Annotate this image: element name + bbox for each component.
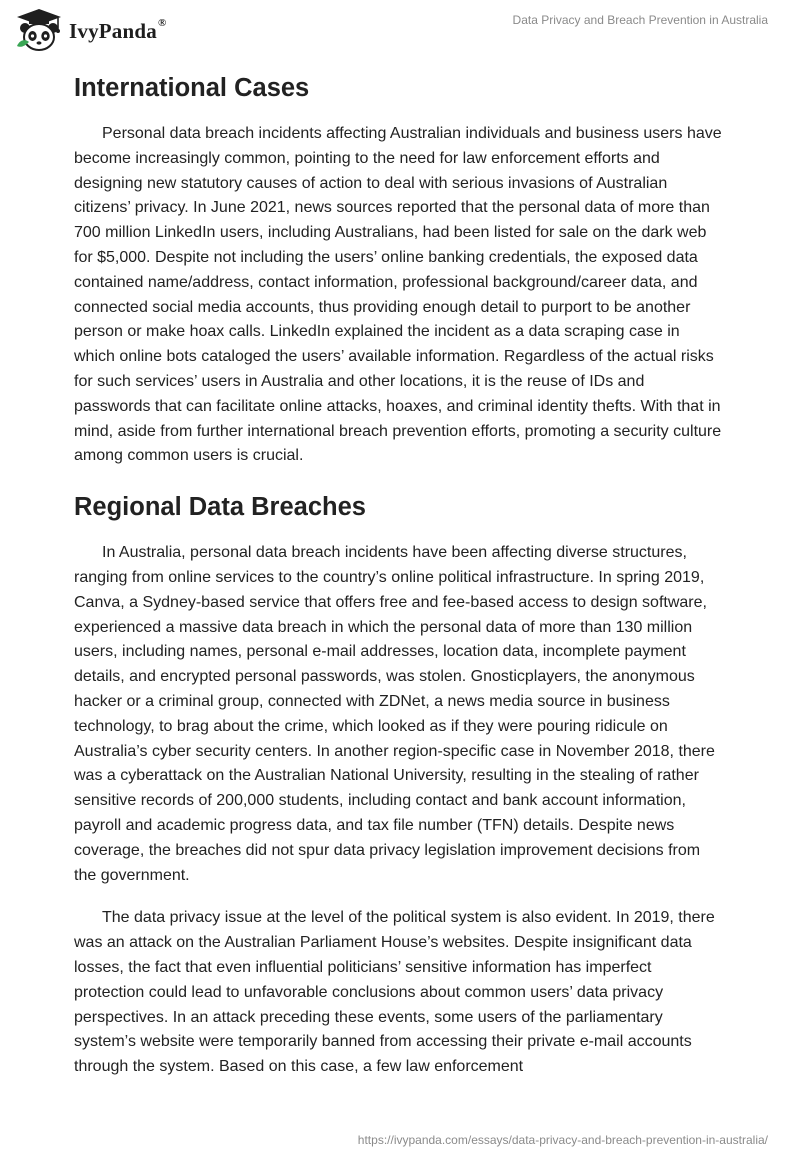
source-url[interactable]: https://ivypanda.com/essays/data-privacy-and-breach-prevention-in-australia/ (357, 1133, 768, 1147)
section-heading-international-cases: International Cases (74, 74, 310, 102)
registered-mark: ® (157, 16, 167, 29)
paragraph-international-cases: Personal data breach incidents affecting Australian individuals and business users have become increasingly common, pointing to the need for law enforcement efforts and designing new statutory causes of action to deal with serious invasions of Australian citizens’ privacy. In June 2021, news sources reported that the personal data of more than 700 million LinkedIn users, including Australians, had been listed for sale on the dark web for $5,000. Despite not including the users’ online banking credentials, the exposed data contained name/address, contact information, professional background/career data, and connected social media accounts, thus providing enough detail to purport to be another person or make hoax calls. LinkedIn explained the incident as a data scraping case in which online bots cataloged the users’ available information. Regardless of the actual risks for such services’ users in Australia and other locations, it is the reuse of IDs and passwords that can facilitate online attacks, hoaxes, and criminal identity thefts. With that in mind, aside from further international breach prevention efforts, promoting a security culture among common users is crucial. (74, 125, 722, 465)
section-heading-regional-data-breaches: Regional Data Breaches (74, 493, 366, 522)
brand-name: IvyPanda® (69, 16, 167, 43)
page-header (0, 0, 800, 62)
essay-body (74, 70, 724, 1080)
paragraph-regional-breaches-1: In Australia, personal data breach incidents have been affecting diverse structures, ranging from online services to the country’s online political infrastructure. In spring 2019, Canva, a Sydney-based service that offers free and fee-based access to design software, experienced a massive data breach in which the personal data of more than 130 million users, including names, personal e-mail addresses, location data, incomplete payment details, and encrypted personal passwords, was stolen. Gnosticplayers, the anonymous hacker or a criminal group, connected with ZDNet, a news media source in business technology, to brag about the crime, which looked as if they were pouring ridicule on Australia’s cyber security centers. In another region-specific case in November 2018, there was a cyberattack on the Australian National University, resulting in the stealing of rather sensitive records of 200,000 students, including contact and bank account information, payroll and academic progress data, and tax file number (TFN) details. Despite news coverage, the breaches did not spur data privacy legislation improvement decisions from the government. (74, 544, 715, 884)
panda-graduate-icon (14, 8, 64, 52)
document-title: Data Privacy and Breach Prevention in Australia (512, 13, 768, 27)
brand-logo[interactable] (14, 8, 166, 52)
paragraph-regional-breaches-2: The data privacy issue at the level of the political system is also evident. In 2019, there was an attack on the Australian Parliament House’s websites. Despite insignificant data losses, the fact that even influential politicians’ sensitive information has imperfect protection could lead to unfavorable conclusions about common users’ data privacy perspectives. In an attack preceding these events, some users of the parliamentary system’s website were temporarily banned from accessing their private e-mail accounts through the system. Based on this case, a few law enforcement (74, 909, 715, 1076)
